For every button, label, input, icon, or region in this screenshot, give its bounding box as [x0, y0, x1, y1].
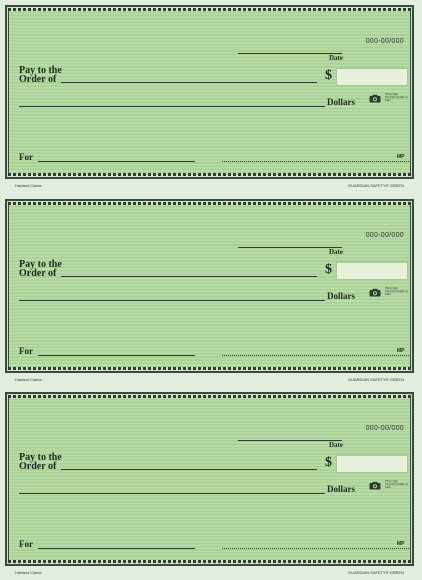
- pay-to-label-line2: Order of: [19, 268, 57, 279]
- dollars-label: Dollars: [327, 291, 355, 301]
- check-number: 000-00/000: [365, 425, 404, 432]
- photo-safe-note: Photo Safe Deposit® Details on back: [385, 287, 408, 296]
- photo-safe-note: Photo Safe Deposit® Details on back: [385, 93, 408, 102]
- date-field[interactable]: [238, 440, 342, 441]
- amount-words-field[interactable]: [19, 493, 325, 494]
- memo-field[interactable]: [38, 548, 195, 549]
- camera-icon: [369, 481, 381, 490]
- for-label: For: [19, 539, 33, 549]
- date-label: Date: [329, 248, 343, 256]
- mp-security-mark: MP: [397, 541, 405, 547]
- pay-to-label: [19, 260, 62, 278]
- pay-to-label-line2: Order of: [19, 461, 57, 472]
- dollar-sign: $: [325, 68, 332, 83]
- check-3: [5, 392, 414, 576]
- date-label: Date: [329, 54, 343, 62]
- check-frame: [5, 5, 414, 179]
- pay-to-label-line1: Pay to the: [19, 259, 62, 270]
- dollars-label: Dollars: [327, 484, 355, 494]
- photo-safe-note: Photo Safe Deposit® Details on back: [385, 480, 408, 489]
- dollar-sign: $: [325, 262, 332, 277]
- footer-right: GUARDIAN SAFETY® GREEN: [347, 570, 404, 575]
- payee-field[interactable]: [61, 276, 317, 277]
- amount-words-field[interactable]: [19, 300, 325, 301]
- date-field[interactable]: [238, 53, 342, 54]
- date-label: Date: [329, 441, 343, 449]
- for-label: For: [19, 346, 33, 356]
- check-2: [5, 199, 414, 383]
- signature-field[interactable]: [222, 548, 409, 549]
- mp-security-mark: MP: [397, 154, 405, 160]
- check-number: 000-00/000: [365, 232, 404, 239]
- amount-field[interactable]: [336, 455, 408, 473]
- amount-words-field[interactable]: [19, 106, 325, 107]
- pay-to-label-line1: Pay to the: [19, 452, 62, 463]
- memo-field[interactable]: [38, 161, 195, 162]
- signature-field[interactable]: [222, 161, 409, 162]
- payee-field[interactable]: [61, 469, 317, 470]
- date-field[interactable]: [238, 247, 342, 248]
- mp-security-mark: MP: [397, 348, 405, 354]
- check-number: 000-00/000: [365, 38, 404, 45]
- camera-icon: [369, 288, 381, 297]
- amount-field[interactable]: [336, 262, 408, 280]
- dollar-sign: $: [325, 455, 332, 470]
- pay-to-label-line2: Order of: [19, 74, 57, 85]
- dollars-label: Dollars: [327, 97, 355, 107]
- camera-icon: [369, 94, 381, 103]
- footer-left: Harland Clarke: [15, 377, 42, 382]
- footer-left: Harland Clarke: [15, 183, 42, 188]
- pay-to-label-line1: Pay to the: [19, 65, 62, 76]
- pay-to-label: [19, 66, 62, 84]
- check-frame: [5, 199, 414, 373]
- amount-field[interactable]: [336, 68, 408, 86]
- check-frame: [5, 392, 414, 566]
- payee-field[interactable]: [61, 82, 317, 83]
- check-1: [5, 5, 414, 189]
- for-label: For: [19, 152, 33, 162]
- footer-right: GUARDIAN SAFETY® GREEN: [347, 377, 404, 382]
- signature-field[interactable]: [222, 355, 409, 356]
- pay-to-label: [19, 453, 62, 471]
- memo-field[interactable]: [38, 355, 195, 356]
- footer-right: GUARDIAN SAFETY® GREEN: [347, 183, 404, 188]
- footer-left: Harland Clarke: [15, 570, 42, 575]
